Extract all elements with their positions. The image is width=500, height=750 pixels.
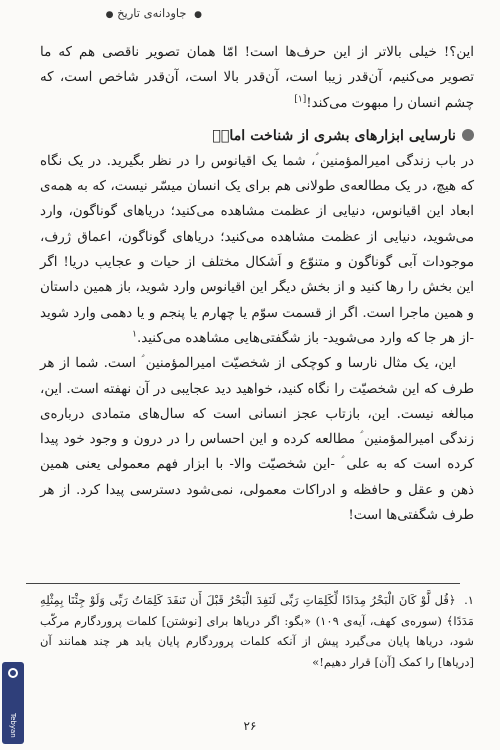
bullet-icon: ●: [194, 10, 202, 20]
running-head: [102, 6, 202, 20]
paragraph-2-text: این، یک مثال نارسا و کوچکی از شخصیّت امیرالمؤمنین ؑ است. شما از هر طرف که این شخصیّت را نگاه کنید، خواهید دید عجایبی در آن نهفته است. این، مبالغه نیست. این، بازتاب عجز انسانی است که سال‌های متمادی درباره‌ی زندگی امیرالمؤمنین ؑ مطالعه کرده و این احساس را در درون و وجود خود پیدا کرده است که به علی ؑ -این شخصیّت والا- با ابزار فهم معمولی یعنی همین ذهن و عقل و حافظه و ادراکات معمولی، نمی‌شود دسترسی پیدا کرد. از هر طرف شگفتی‌ها است!: [40, 356, 474, 524]
running-title: جاودانه‌ی تاریخ: [117, 6, 187, 20]
paragraph-1-text: در باب زندگی امیرالمؤمنین ؑ، شما یک اقیانوس را در نظر بگیرید. در یک نگاه که هیچ، در یک مطالعه‌ی طولانی هم برای یک انسان میسّر نیست، که به همه‌ی ابعاد این اقیانوس، دنیایی از عظمت مشاهده می‌کنید؛ دریاهای گوناگون، وارد می‌شوید، دنیایی از عظمت مشاهده می‌کنید؛ دریاهای گوناگون، اعماق ژرف، موجودات آبی گوناگون و متنوّع و اَشکال مختلف از حیات و عجایب دریا! اگر این بخش را رها کنید و از بخش دیگر این اقیانوس وارد شوید، باز همین داستان و همین ماجرا است. اگر از قسمت سوّم یا چهارم یا پنجم و یا دهمی وارد شوید -از هر جا که وارد می‌شوید- باز شگفتی‌هایی مشاهده می‌کنید.: [40, 153, 474, 346]
paragraph-2: [40, 351, 474, 528]
section-heading: [40, 124, 474, 149]
footnote-translation: «بگو: اگر دریاها برای [نوشتن] کلمات پروردگارم مرکّب شود، دریاها پایان می‌گیرد پیش از آنکه کلمات پروردگارم پایان یابد هر چند همانند آن [دریاها] را کمک [آن] قرار دهیم!»: [40, 613, 474, 669]
logo-icon: [8, 668, 18, 678]
footnote: [40, 590, 474, 672]
watermark-label: Tebyan: [9, 713, 17, 738]
bullet-icon: ●: [105, 10, 114, 20]
paragraph-1: [40, 149, 474, 351]
footnote-verse: ﴿قُل لَّوْ کَانَ الْبَحْرُ مِدَادًا لِّکَلِمَاتِ رَبِّی لَنَفِدَ الْبَحْرُ قَبْلَ أَن تَنفَدَ کَلِمَاتُ رَبِّی وَلَوْ جِئْنَا بِمِثْلِهِ مَدَدًا﴾: [40, 593, 475, 628]
heading-bullet-icon: [462, 129, 474, 141]
page-number: ۲۶: [243, 719, 257, 733]
footnote-divider: [26, 583, 460, 584]
intro-text: این؟! خیلی بالاتر از این حرف‌ها است! امّا همان تصویر ناقصی هم که ما تصویر می‌کنیم، آن‌قدر زیبا است، آن‌قدر بالا است، آن‌قدر شاخص است، که چشم انسان را مبهوت می‌کند!: [40, 45, 474, 111]
watermark-logo: [2, 662, 24, 744]
section-heading-text: نارسایی ابزارهای بشری از شناخت امام: [212, 127, 456, 144]
intro-paragraph: [40, 40, 474, 116]
main-text: [40, 40, 474, 528]
footnote-marker: ۱: [132, 329, 137, 340]
footnote-reference: (سوره‌ی کهف، آیه‌ی ۱۰۹): [315, 613, 442, 628]
footnote-number: ۱.: [464, 593, 474, 607]
footnote-marker: [۱]: [294, 94, 307, 105]
